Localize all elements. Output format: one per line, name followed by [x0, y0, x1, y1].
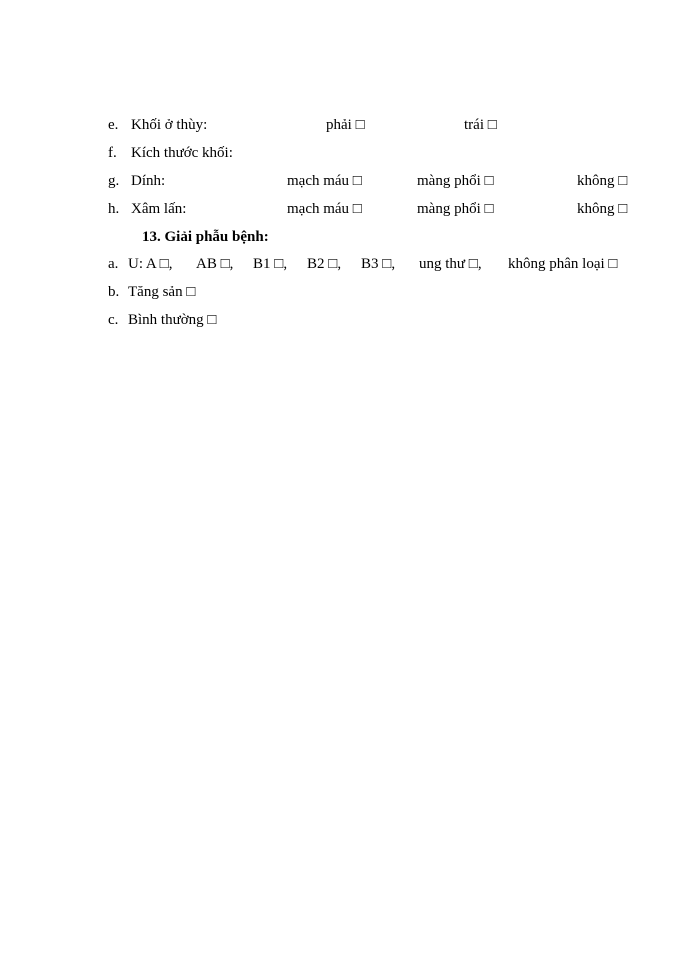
- row-label-lobe: Khối ở thùy:: [131, 117, 208, 133]
- row-marker: e.: [108, 117, 119, 133]
- row-marker: h.: [108, 201, 120, 217]
- option-unclassified-checkbox[interactable]: không phân loại □: [508, 256, 618, 272]
- row-label-invasion: Xâm lấn:: [131, 201, 187, 217]
- option-pleura-checkbox[interactable]: màng phổi □: [417, 173, 494, 189]
- option-none-checkbox[interactable]: không □: [577, 173, 628, 189]
- option-b1-checkbox[interactable]: B1 □,: [253, 256, 288, 272]
- row-marker: c.: [108, 312, 119, 328]
- row-marker: b.: [108, 284, 120, 300]
- row-marker: g.: [108, 173, 120, 189]
- option-blood-vessel-checkbox[interactable]: mạch máu □: [287, 201, 362, 217]
- option-right-checkbox[interactable]: phải □: [326, 117, 365, 133]
- section-13-title: 13. Giải phẫu bệnh:: [142, 229, 269, 245]
- row-marker: f.: [108, 145, 117, 161]
- option-hyperplasia-checkbox[interactable]: Tăng sản □: [128, 284, 196, 300]
- row-label-adhesion: Dính:: [131, 173, 166, 189]
- option-blood-vessel-checkbox[interactable]: mạch máu □: [287, 173, 362, 189]
- option-b2-checkbox[interactable]: B2 □,: [307, 256, 342, 272]
- option-none-checkbox[interactable]: không □: [577, 201, 628, 217]
- option-cancer-checkbox[interactable]: ung thư □,: [419, 256, 482, 272]
- option-tumor-a-checkbox[interactable]: U: A □,: [128, 256, 173, 272]
- row-label-mass-size: Kích thước khối:: [131, 145, 233, 161]
- option-ab-checkbox[interactable]: AB □,: [196, 256, 234, 272]
- option-normal-checkbox[interactable]: Bình thường □: [128, 312, 217, 328]
- option-pleura-checkbox[interactable]: màng phổi □: [417, 201, 494, 217]
- row-marker: a.: [108, 256, 119, 272]
- option-left-checkbox[interactable]: trái □: [464, 117, 497, 133]
- option-b3-checkbox[interactable]: B3 □,: [361, 256, 396, 272]
